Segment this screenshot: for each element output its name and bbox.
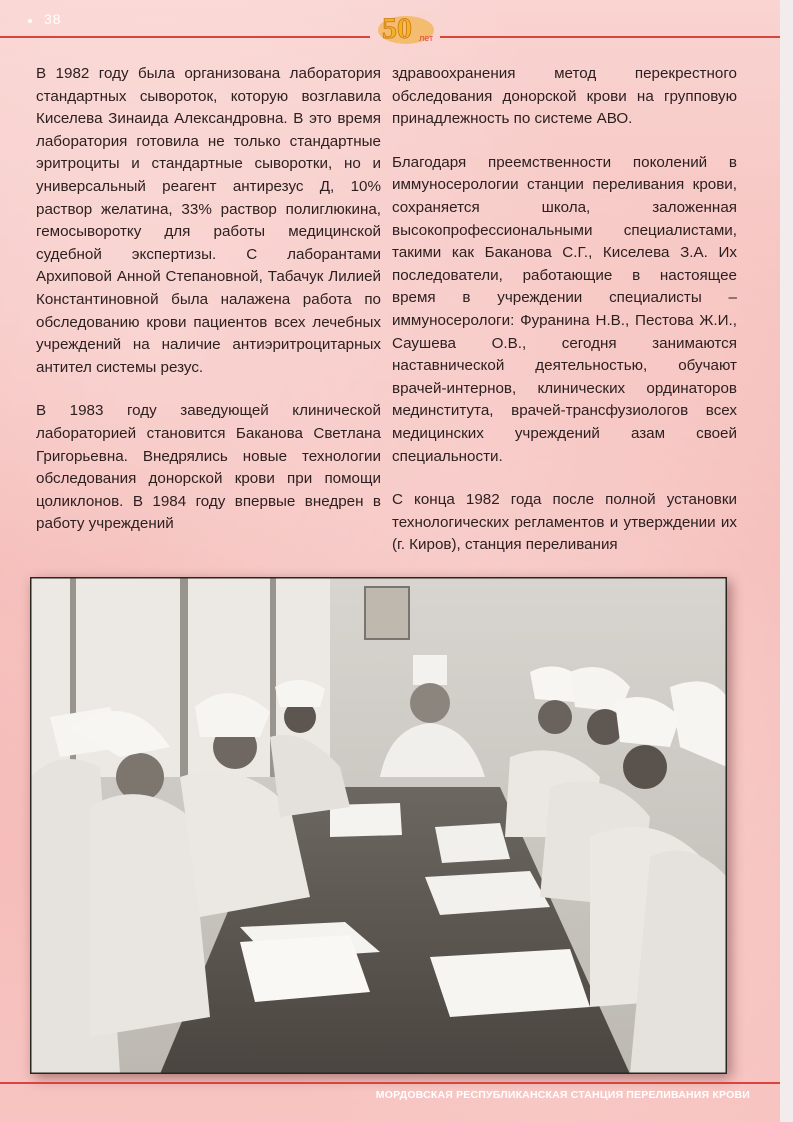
header-rule-right <box>440 36 780 38</box>
paragraph: Благодаря преемственности поколений в иммуносерологии станции переливания крови, сохраняется школа, заложенная высокопрофессиональными специалистами, такими как Баканова С.Г., Киселева З.А. Их последователи, работающие в настоящее время в учреждении специалисты – иммуносерологи: Фуранина Н.В., Пестова Ж.И., Саушева О.В., сегодня занимаются наставнической деятельностью, обучают врачей-интернов, клинических ординаторов мединститута, врачей-трансфузиологов всех медицинских учреждений азам своей специальности. <box>392 153 737 465</box>
header-rule-left <box>0 36 370 38</box>
left-column <box>36 63 381 557</box>
paragraph: В 1983 году заведующей клинической лабораторией становится Баканова Светлана Григорьевна. Внедрялись новые технологии обследования донорской крови при помощи цоликлонов. В 1984 году впервые внедрен в работу учреждений <box>36 402 381 533</box>
right-column <box>392 63 737 578</box>
anniversary-logo <box>376 8 438 48</box>
footer-text: МОРДОВСКАЯ РЕСПУБЛИКАНСКАЯ СТАНЦИЯ ПЕРЕЛИВАНИЯ КРОВИ <box>375 1089 750 1101</box>
paragraph: В 1982 году была организована лаборатория стандартных сывороток, которую возглавила Киселева Зинаида Александровна. В это время лаборатория готовила не только стандартные эритроциты и стандартные сыворотки, но и универсальный реагент антирезус Д, 10% раствор желатина, 33% раствор полиглюкина, гемосыворотку для работы медицинской судебной экспертизы. С лаборантами Архиповой Анной Степановной, Табачук Лилией Константиновной была налажена работа по обследованию крови пациентов всех лечебных учреждений на наличие антиэритроцитарных антител системы резус. <box>36 65 381 376</box>
paragraph: здравоохранения метод перекрестного обследования донорской крови на групповую принадлежность по системе АВО. <box>392 65 737 128</box>
bullet-dot <box>28 19 32 23</box>
logo-suffix: лет <box>419 33 434 43</box>
footer-rule <box>0 1082 780 1084</box>
archive-photo <box>30 577 727 1074</box>
page-edge <box>780 0 793 1122</box>
paragraph: С конца 1982 года после полной установки технологических регламентов и утверждении их (г. Киров), станция переливания <box>392 491 737 554</box>
logo-number: 50 <box>382 12 412 45</box>
photo-illustration <box>30 577 727 1074</box>
page-number: 38 <box>44 11 62 27</box>
